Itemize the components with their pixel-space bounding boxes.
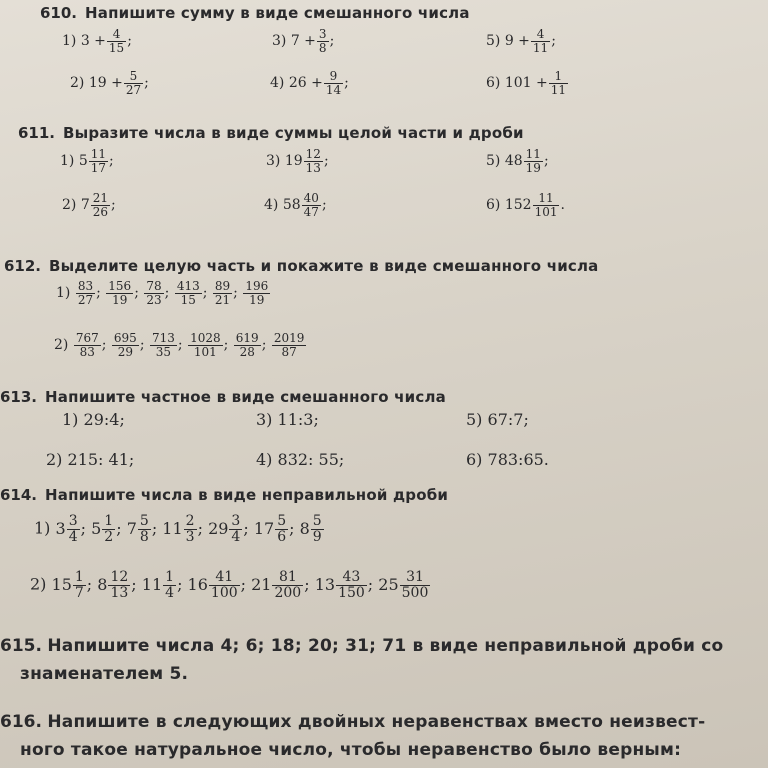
denominator: 9	[312, 528, 322, 545]
mixed-whole: 21	[251, 574, 272, 594]
numerator: 41	[209, 570, 240, 586]
item-label: 1)	[62, 33, 77, 50]
item-whole: 7	[80, 197, 90, 214]
fraction	[73, 570, 86, 600]
denominator: 19	[525, 160, 541, 175]
mixed-whole: 5	[91, 518, 102, 538]
item-whole: 48	[504, 153, 523, 170]
mixed-whole: 3	[55, 518, 66, 538]
exercise-item	[256, 410, 319, 429]
row-label: 2)	[30, 574, 47, 594]
numerator: 5	[277, 513, 287, 529]
denominator: 29	[117, 344, 133, 359]
denominator: 4	[68, 528, 78, 545]
item-label: 4)	[264, 197, 279, 214]
fraction	[138, 514, 151, 544]
item-text: 215: 41;	[67, 450, 135, 469]
fraction	[311, 514, 324, 544]
fraction	[229, 514, 242, 544]
mixed-whole: 16	[187, 574, 208, 594]
numerator: 11	[533, 192, 560, 206]
exercise-title: Напишите сумму в виде смешанного числа	[85, 4, 470, 22]
denominator: 15	[108, 40, 125, 55]
item-whole: 26 +	[288, 75, 323, 92]
item-end: ;	[551, 33, 556, 50]
exercise-item	[60, 148, 114, 174]
exercise-item	[466, 450, 549, 469]
fraction	[272, 332, 307, 358]
exercise-615-line-1	[0, 636, 723, 656]
fraction	[108, 570, 130, 600]
numerator: 11	[525, 147, 541, 161]
mixed-whole: 8	[97, 574, 108, 594]
numerator: 713	[151, 331, 175, 345]
item-whole: 19 +	[88, 75, 123, 92]
numerator: 619	[235, 331, 259, 345]
item-whole: 58	[282, 197, 301, 214]
exercise-text: Напишите в следующих двойных неравенствах вместо неизвест-	[47, 712, 706, 732]
denominator: 17	[90, 160, 107, 175]
exercise-item	[46, 450, 134, 469]
exercise-text: знаменателем 5.	[20, 664, 189, 684]
item-label: 2)	[46, 450, 63, 469]
exercise-614-row-2: 2) 15 $\frac{1}{7}$ ; 8 $\frac{12}{13}$ ; 11 $\frac{1}{4}$ ; 16 $\frac{41}{100}$ ; 21 $\frac{81}{200}$ ; 13 $\frac{43}{150}$ ; 25 $\frac{31}{500}$	[30, 569, 429, 601]
exercise-612-row-2: 2) $\frac{767}{83}$ ; $\frac{695}{29}$ ; $\frac{713}{35}$ ; $\frac{1028}{101}$ ; $\frac{619}{28}$ ; $\frac{2019}{87}$	[54, 331, 305, 359]
numerator: 89	[214, 279, 231, 293]
numerator: 2	[185, 513, 195, 529]
denominator: 100	[210, 584, 238, 601]
numerator: 1028	[190, 331, 221, 345]
numerator: 4	[531, 28, 550, 42]
exercise-610-items	[0, 28, 768, 118]
exercise-number: 611.	[18, 124, 56, 142]
item-label: 6)	[466, 450, 483, 469]
numerator: 2019	[273, 331, 305, 345]
fraction	[188, 332, 223, 358]
exercise-item	[466, 410, 529, 429]
fraction	[531, 28, 550, 54]
numerator: 31	[400, 570, 431, 586]
exercise-610-heading	[40, 4, 470, 22]
exercise-text: ного такое натуральное число, чтобы неравенство было верным:	[20, 740, 682, 760]
item-end: ;	[329, 33, 335, 50]
denominator: 3	[185, 528, 195, 545]
exercise-item	[256, 450, 344, 469]
numerator: 40	[303, 191, 319, 205]
item-end: ;	[344, 75, 349, 92]
item-label: 3)	[266, 153, 281, 170]
exercise-item	[62, 192, 116, 218]
exercise-number: 613.	[0, 388, 38, 406]
item-text: 11:3;	[277, 410, 319, 429]
fraction	[112, 332, 139, 358]
fraction	[317, 28, 329, 54]
denominator: 14	[325, 82, 342, 97]
exercise-item	[486, 148, 549, 174]
exercise-item	[266, 148, 329, 174]
numerator: 196	[245, 279, 269, 293]
exercise-612-row-1: 1) $\frac{83}{27}$ ; $\frac{156}{19}$ ; $\frac{78}{23}$ ; $\frac{413}{15}$ ; $\frac{89}{21}$ ; $\frac{196}{19}$	[56, 279, 269, 307]
item-text: 832: 55;	[277, 450, 345, 469]
denominator: 83	[79, 344, 95, 359]
fraction	[324, 70, 343, 96]
fraction	[74, 332, 101, 358]
exercise-number: 614.	[0, 486, 38, 504]
exercise-item	[270, 70, 349, 96]
exercise-615-line-2	[20, 664, 188, 684]
fraction	[549, 70, 568, 96]
mixed-whole: 15	[51, 574, 72, 594]
numerator: 11	[90, 147, 107, 161]
numerator: 12	[110, 569, 129, 585]
item-label: 4)	[270, 75, 285, 92]
denominator: 13	[305, 160, 321, 175]
exercise-number: 610.	[40, 4, 78, 22]
exercise-item	[62, 28, 132, 54]
denominator: 87	[281, 344, 297, 359]
mixed-whole: 17	[253, 518, 275, 538]
numerator: 5	[139, 513, 149, 529]
exercise-number: 612.	[4, 257, 42, 275]
numerator: 413	[176, 279, 200, 293]
fraction	[304, 148, 323, 174]
numerator: 1	[74, 569, 84, 585]
item-whole: 3 +	[80, 33, 106, 50]
item-end: ;	[111, 197, 116, 214]
fraction	[89, 148, 108, 174]
exercise-item	[486, 192, 565, 218]
denominator: 4	[231, 528, 241, 545]
item-label: 5)	[486, 33, 501, 50]
exercise-item	[70, 70, 149, 96]
exercise-612-heading	[4, 257, 599, 275]
mixed-whole: 13	[314, 574, 336, 594]
numerator: 767	[75, 331, 99, 345]
exercise-614-row-1: 1) 3 $\frac{3}{4}$ ; 5 $\frac{1}{2}$ ; 7 $\frac{5}{8}$ ; 11 $\frac{2}{3}$ ; 29 $\frac{3}{4}$ ; 17 $\frac{5}{6}$ ; 8 $\frac{5}{9}$	[34, 513, 322, 545]
exercise-title: Выделите целую часть и покажите в виде смешанного числа	[49, 257, 599, 275]
item-end: ;	[109, 153, 114, 170]
row-label: 1)	[56, 285, 71, 302]
exercise-611-items	[0, 148, 768, 243]
item-end: ;	[323, 153, 329, 170]
row-label: 2)	[54, 337, 69, 354]
denominator: 101	[193, 344, 217, 359]
denominator: 11	[532, 40, 549, 55]
denominator: 11	[550, 82, 567, 97]
denominator: 26	[92, 204, 109, 219]
denominator: 15	[180, 292, 196, 307]
fraction	[107, 28, 126, 54]
denominator: 8	[318, 40, 327, 55]
denominator: 27	[77, 292, 94, 307]
denominator: 6	[277, 528, 287, 545]
item-label: 3)	[272, 33, 287, 50]
denominator: 19	[249, 292, 265, 307]
item-whole: 5	[78, 153, 88, 170]
numerator: 156	[108, 279, 132, 293]
fraction	[533, 192, 560, 218]
denominator: 7	[74, 584, 84, 601]
item-label: 1)	[62, 410, 79, 429]
item-label: 5)	[486, 153, 501, 170]
item-end: ;	[321, 197, 327, 214]
exercise-text: Напишите числа 4; 6; 18; 20; 31; 71 в виде неправильной дроби со	[47, 636, 724, 656]
fraction	[150, 332, 177, 358]
exercise-title: Напишите числа в виде неправильной дроби	[45, 486, 449, 504]
denominator: 200	[274, 584, 302, 601]
item-label: 6)	[486, 75, 501, 92]
numerator: 83	[77, 279, 94, 293]
exercise-613-heading	[0, 388, 446, 406]
fraction	[400, 570, 431, 600]
numerator: 3	[68, 513, 78, 529]
exercise-title: Выразите числа в виде суммы целой части и дроби	[63, 124, 524, 142]
exercise-item	[486, 28, 556, 54]
denominator: 4	[165, 584, 175, 601]
item-text: 29:4;	[83, 410, 125, 429]
numerator: 3	[318, 27, 327, 41]
exercise-616-line-1	[0, 712, 705, 732]
exercise-item	[264, 192, 327, 218]
item-whole: 9 +	[504, 33, 530, 50]
item-label: 2)	[70, 75, 85, 92]
fraction	[272, 570, 303, 600]
fraction	[124, 70, 143, 96]
fraction	[243, 280, 270, 306]
fraction	[76, 280, 95, 306]
item-label: 3)	[256, 410, 273, 429]
item-end: .	[560, 197, 565, 214]
numerator: 43	[336, 570, 367, 586]
exercise-number: 616.	[0, 712, 42, 732]
denominator: 21	[214, 292, 231, 307]
item-label: 6)	[486, 197, 501, 214]
fraction	[144, 280, 163, 306]
exercise-613-items	[0, 410, 768, 480]
denominator: 8	[139, 528, 149, 545]
item-label: 5)	[466, 410, 483, 429]
denominator: 19	[112, 292, 128, 307]
numerator: 5	[124, 70, 143, 84]
fraction	[67, 514, 80, 544]
item-text: 783:65.	[487, 450, 549, 469]
fraction	[275, 514, 288, 544]
denominator: 13	[110, 584, 129, 601]
item-end: ;	[127, 33, 132, 50]
numerator: 1	[165, 569, 175, 585]
numerator: 21	[92, 191, 109, 205]
denominator: 2	[104, 528, 114, 545]
numerator: 12	[305, 147, 321, 161]
denominator: 28	[239, 344, 255, 359]
numerator: 1	[104, 513, 114, 529]
fraction	[175, 280, 202, 306]
exercise-item	[62, 410, 125, 429]
mixed-whole: 11	[162, 518, 183, 538]
item-end: ;	[543, 153, 549, 170]
fraction	[209, 570, 240, 600]
fraction	[163, 570, 176, 600]
item-label: 2)	[62, 197, 77, 214]
exercise-616-line-2	[20, 740, 681, 760]
item-text: 67:7;	[487, 410, 529, 429]
item-whole: 101 +	[504, 75, 548, 92]
fraction	[336, 570, 367, 600]
denominator: 500	[401, 584, 429, 601]
exercise-611-heading	[18, 124, 524, 142]
denominator: 23	[146, 292, 162, 307]
mixed-whole: 8	[299, 518, 310, 538]
numerator: 695	[113, 331, 137, 345]
denominator: 47	[303, 204, 319, 219]
mixed-whole: 29	[208, 518, 229, 538]
item-label: 1)	[60, 153, 75, 170]
fraction	[213, 280, 232, 306]
numerator: 81	[272, 570, 303, 586]
denominator: 27	[125, 82, 142, 97]
fraction	[234, 332, 261, 358]
fraction	[184, 514, 197, 544]
fraction	[524, 148, 543, 174]
mixed-whole: 11	[141, 574, 163, 594]
exercise-item	[486, 70, 569, 96]
exercise-614-heading	[0, 486, 448, 504]
mixed-whole: 7	[126, 518, 137, 538]
exercise-item	[272, 28, 334, 54]
denominator: 35	[155, 344, 172, 359]
denominator: 150	[338, 584, 365, 601]
numerator: 3	[231, 513, 241, 529]
item-whole: 19	[284, 153, 303, 170]
fraction	[302, 192, 321, 218]
numerator: 78	[146, 279, 162, 293]
item-label: 4)	[256, 450, 273, 469]
fraction	[106, 280, 133, 306]
item-whole: 7 +	[290, 33, 316, 50]
fraction	[102, 514, 115, 544]
exercise-title: Напишите частное в виде смешанного числа	[45, 388, 446, 406]
fraction	[91, 192, 110, 218]
numerator: 1	[549, 70, 568, 84]
numerator: 4	[107, 28, 126, 42]
numerator: 9	[324, 70, 343, 84]
item-end: ;	[144, 75, 149, 92]
exercise-number: 615.	[0, 636, 42, 656]
numerator: 5	[312, 513, 322, 529]
row-label: 1)	[34, 518, 51, 538]
mixed-whole: 25	[378, 574, 399, 594]
item-whole: 152	[504, 197, 532, 214]
denominator: 101	[534, 204, 558, 219]
